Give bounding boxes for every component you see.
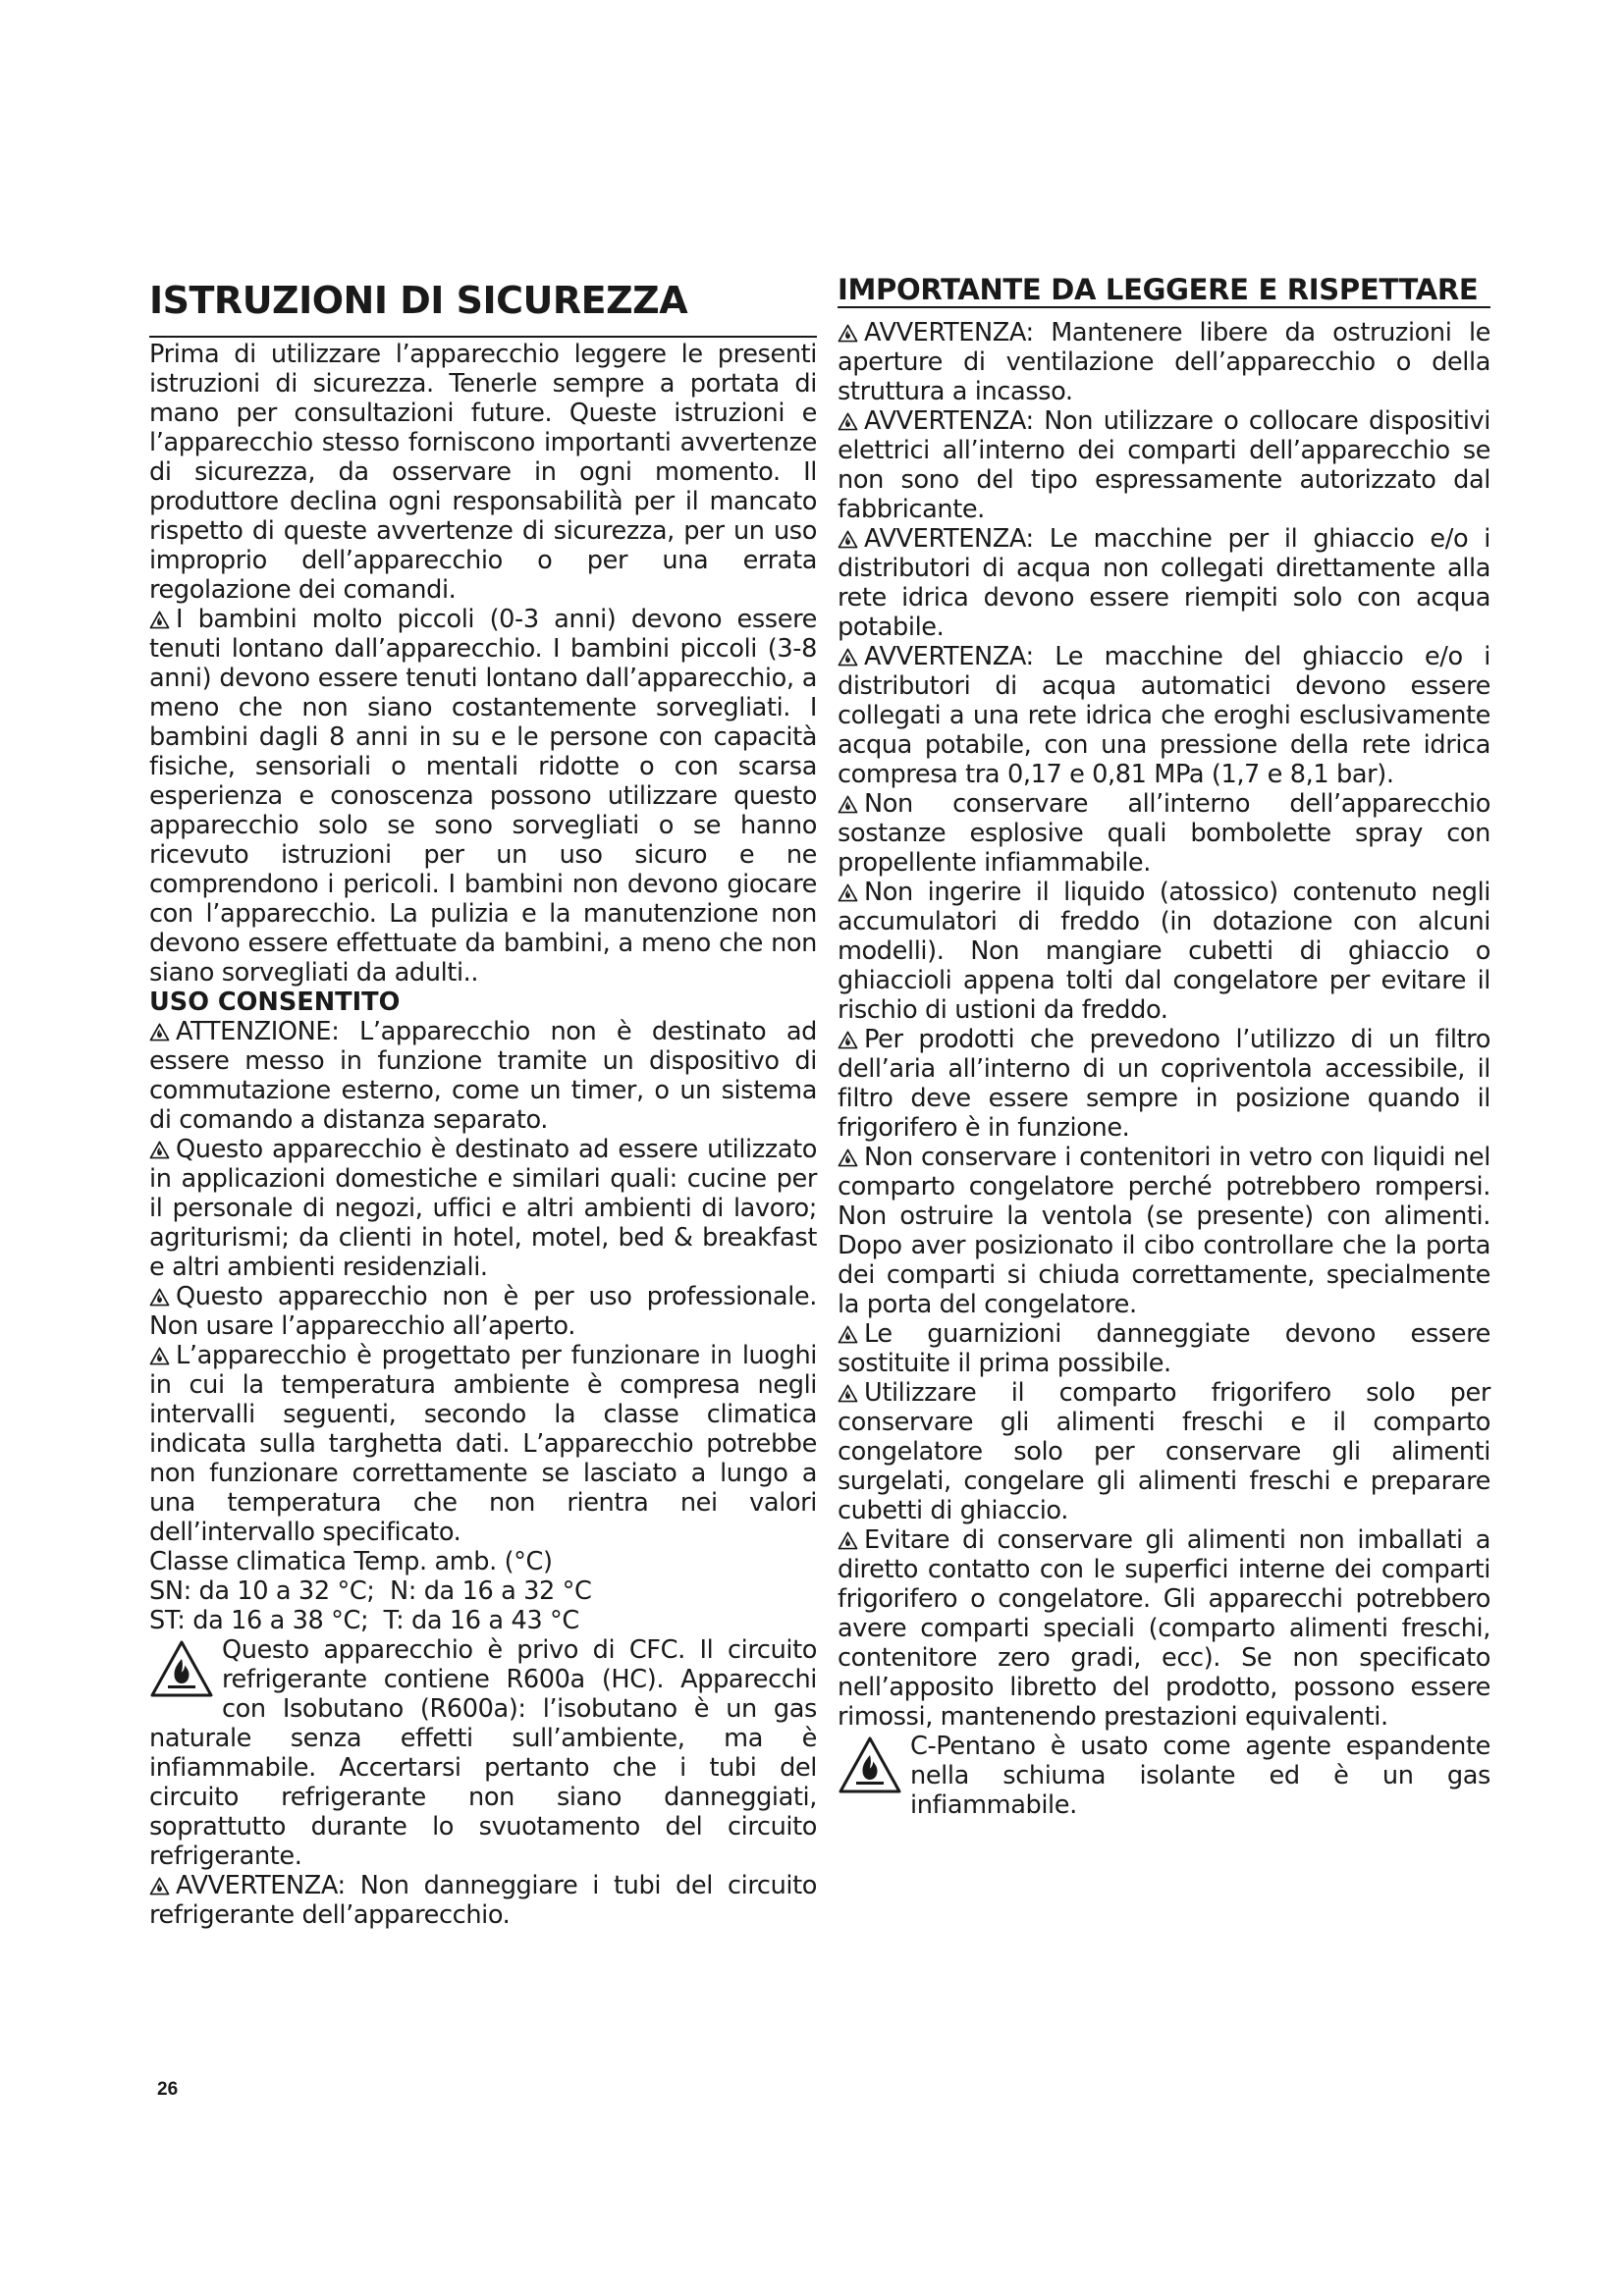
- warning-triangle-icon: [149, 611, 170, 629]
- temperature-paragraph: [149, 1341, 817, 1547]
- gaskets-paragraph: [838, 1319, 1490, 1378]
- cold-accumulators-text: Non ingerire il liquido (atossico) contenuto negli accumulatori di freddo (in dotazione con alcuni modelli). Non mangiare cubetti di ghiaccio o ghiaccioli appena tolti dal congelatore per evitare il rischio di ustioni da freddo.: [838, 878, 1490, 1025]
- glass-containers-text: Non conservare i contenitori in vetro con liquidi nel comparto congelatore perché potrebbero rompersi. Non ostruire la ventola (se presente) con alimenti. Dopo aver posizionato il cibo controllare che la porta dei comparti si chiuda correttamente, specialmente la porta del congelatore.: [838, 1143, 1490, 1319]
- climate-st-t-line: ST: da 16 a 38 °C; T: da 16 a 43 °C: [149, 1606, 579, 1635]
- warning-triangle-icon: [149, 1288, 170, 1307]
- gaskets-text: Le guarnizioni danneggiate devono essere sostituite il prima possibile.: [838, 1319, 1490, 1378]
- attention-text: ATTENZIONE: L’apparecchio non è destinato ad essere messo in funzione tramite un dispositivo di commutazione esterno, come un timer, o un sistema di comando a distanza separato.: [149, 1017, 817, 1135]
- cold-accumulators-paragraph: [838, 878, 1490, 1025]
- warning-triangle-icon: [838, 1531, 858, 1550]
- warning-triangle-icon: [838, 648, 858, 667]
- page-number: 26: [157, 2079, 179, 2100]
- warning-triangle-icon: [838, 412, 858, 431]
- warning-triangle-icon: [838, 1384, 858, 1403]
- intro-paragraph: Prima di utilizzare l’apparecchio leggere le presenti istruzioni di sicurezza. Tenerle sempre a portata di mano per consultazioni future. Queste istruzioni e l’apparecchio stesso forniscono importanti avvertenze di sicurezza, da osservare in ogni momento. Il produttore declina ogni responsabilità per il mancato rispetto di queste avvertenze di sicurezza, per un uso improprio dell’apparecchio o per una errata regolazione dei comandi.: [149, 340, 817, 605]
- warning-triangle-icon: [838, 795, 858, 814]
- warning-triangle-icon: [838, 1031, 858, 1049]
- cfc-text: Questo apparecchio è privo di CFC. Il circuito refrigerante contiene R600a (HC). Apparecchi con Isobutano (R600a): l’isobutano è un gas naturale senza effetti sull’ambiente, ma è infiammabile. Accertarsi pertanto che i tubi del circuito refrigerante non siano danneggiati, soprattutto durante lo svuotamento del circuito refrigerante.: [149, 1635, 817, 1871]
- flammable-warning-icon: [838, 1735, 902, 1794]
- pentano-text: C-Pentano è usato come agente espandente nella schiuma isolante ed è un gas infiammabile.: [910, 1732, 1490, 1820]
- warning-triangle-icon: [149, 1877, 170, 1896]
- attention-paragraph: [149, 1017, 817, 1135]
- warning-triangle-icon: [838, 1325, 858, 1344]
- climate-class-line: Classe climatica Temp. amb. (°C): [149, 1547, 553, 1576]
- pentano-paragraph: [838, 1732, 1490, 1820]
- ventilation-paragraph: [838, 318, 1490, 406]
- ice-makers-paragraph: [838, 524, 1490, 642]
- children-text: I bambini molto piccoli (0-3 anni) devono essere tenuti lontano dall’apparecchio. I bambini piccoli (3-8 anni) devono essere tenuti lontano dall’apparecchio, a meno che non siano costantemente sorvegliati. I bambini dagli 8 anni in su e le persone con capacità fisiche, sensoriali o mentali ridotte o con scarsa esperienza e conoscenza possono utilizzare questo apparecchio solo se sono sorvegliati o se hanno ricevuto istruzioni per un uso sicuro e ne comprendono i pericoli. I bambini non devono giocare con l’apparecchio. La pulizia e la manutenzione non devono essere effettuate da bambini, a meno che non siano sorvegliati da adulti..: [149, 605, 817, 988]
- air-filter-paragraph: [838, 1025, 1490, 1143]
- page-title: ISTRUZIONI DI SICUREZZA: [149, 279, 688, 322]
- ice-makers-text: AVVERTENZA: Le macchine per il ghiaccio e/o i distributori di acqua non collegati direttamente alla rete idrica devono essere riempiti solo con acqua potabile.: [838, 524, 1490, 642]
- explosives-paragraph: [838, 789, 1490, 878]
- cfc-paragraph: [149, 1635, 817, 1871]
- section-title-importante: IMPORTANTE DA LEGGERE E RISPETTARE: [838, 277, 1490, 308]
- right-column: [838, 267, 1490, 1820]
- compartments-use-paragraph: [838, 1378, 1490, 1525]
- water-supply-paragraph: [838, 642, 1490, 789]
- not-professional-text: Questo apparecchio non è per uso professionale. Non usare l’apparecchio all’aperto.: [149, 1282, 817, 1341]
- electric-devices-text: AVVERTENZA: Non utilizzare o collocare dispositivi elettrici all’interno dei comparti dell’apparecchio se non sono del tipo espressamente autorizzato dal fabbricante.: [838, 406, 1490, 524]
- left-body: [149, 338, 817, 1930]
- explosives-text: Non conservare all’interno dell’apparecchio sostanze esplosive quali bombolette spray con propellente infiammabile.: [838, 789, 1490, 878]
- ventilation-text: AVVERTENZA: Mantenere libere da ostruzioni le aperture di ventilazione dell’apparecchio o della struttura a incasso.: [838, 318, 1490, 406]
- flammable-warning-icon: [149, 1639, 214, 1698]
- pipes-warning-text: AVVERTENZA: Non danneggiare i tubi del circuito refrigerante dell’apparecchio.: [149, 1871, 817, 1930]
- warning-triangle-icon: [838, 883, 858, 902]
- unpacked-food-paragraph: [838, 1525, 1490, 1732]
- children-paragraph: [149, 605, 817, 988]
- warning-triangle-icon: [149, 1141, 170, 1159]
- warning-triangle-icon: [149, 1347, 170, 1365]
- domestic-use-text: Questo apparecchio è destinato ad essere utilizzato in applicazioni domestiche e similari quali: cucine per il personale di negozi, uffici e altri ambienti di lavoro; agriturismi; da clienti in hotel, motel, bed & breakfast e altri ambienti residenziali.: [149, 1135, 817, 1282]
- not-professional-paragraph: [149, 1282, 817, 1341]
- compartments-use-text: Utilizzare il comparto frigorifero solo per conservare gli alimenti freschi e il comparto congelatore solo per conservare gli alimenti surgelati, congelare gli alimenti freschi e preparare cubetti di ghiaccio.: [838, 1378, 1490, 1525]
- unpacked-food-text: Evitare di conservare gli alimenti non imballati a diretto contatto con le superfici interne dei comparti frigorifero o congelatore. Gli apparecchi potrebbero avere comparti speciali (comparto alimenti freschi, contenitore zero gradi, ecc). Se non specificato nell’apposito libretto del prodotto, possono essere rimossi, mantenendo prestazioni equivalenti.: [838, 1525, 1490, 1732]
- glass-containers-paragraph: [838, 1143, 1490, 1319]
- temperature-text: L’apparecchio è progettato per funzionare in luoghi in cui la temperatura ambiente è compresa negli intervalli seguenti, secondo la classe climatica indicata sulla targhetta dati. L’apparecchio potrebbe non funzionare correttamente se lasciato a lungo a una temperatura che non rientra nei valori dell’intervallo specificato.: [149, 1341, 817, 1547]
- warning-triangle-icon: [838, 1148, 858, 1167]
- right-body: [838, 308, 1490, 1820]
- warning-triangle-icon: [838, 324, 858, 343]
- section-heading-uso-consentito: USO CONSENTITO: [149, 988, 401, 1017]
- air-filter-text: Per prodotti che prevedono l’utilizzo di un filtro dell’aria all’interno di un copriventola accessibile, il filtro deve essere sempre in posizione quando il frigorifero è in funzione.: [838, 1025, 1490, 1143]
- water-supply-text: AVVERTENZA: Le macchine del ghiaccio e/o i distributori di acqua automatici devono essere collegati a una rete idrica che eroghi esclusivamente acqua potabile, con una pressione della rete idrica compresa tra 0,17 e 0,81 MPa (1,7 e 8,1 bar).: [838, 642, 1490, 789]
- left-column: [149, 267, 817, 1930]
- warning-triangle-icon: [838, 530, 858, 549]
- electric-devices-paragraph: [838, 406, 1490, 524]
- climate-sn-n-line: SN: da 10 a 32 °C; N: da 16 a 32 °C: [149, 1576, 592, 1606]
- domestic-use-paragraph: [149, 1135, 817, 1282]
- pipes-warning-paragraph: [149, 1871, 817, 1930]
- warning-triangle-icon: [149, 1023, 170, 1041]
